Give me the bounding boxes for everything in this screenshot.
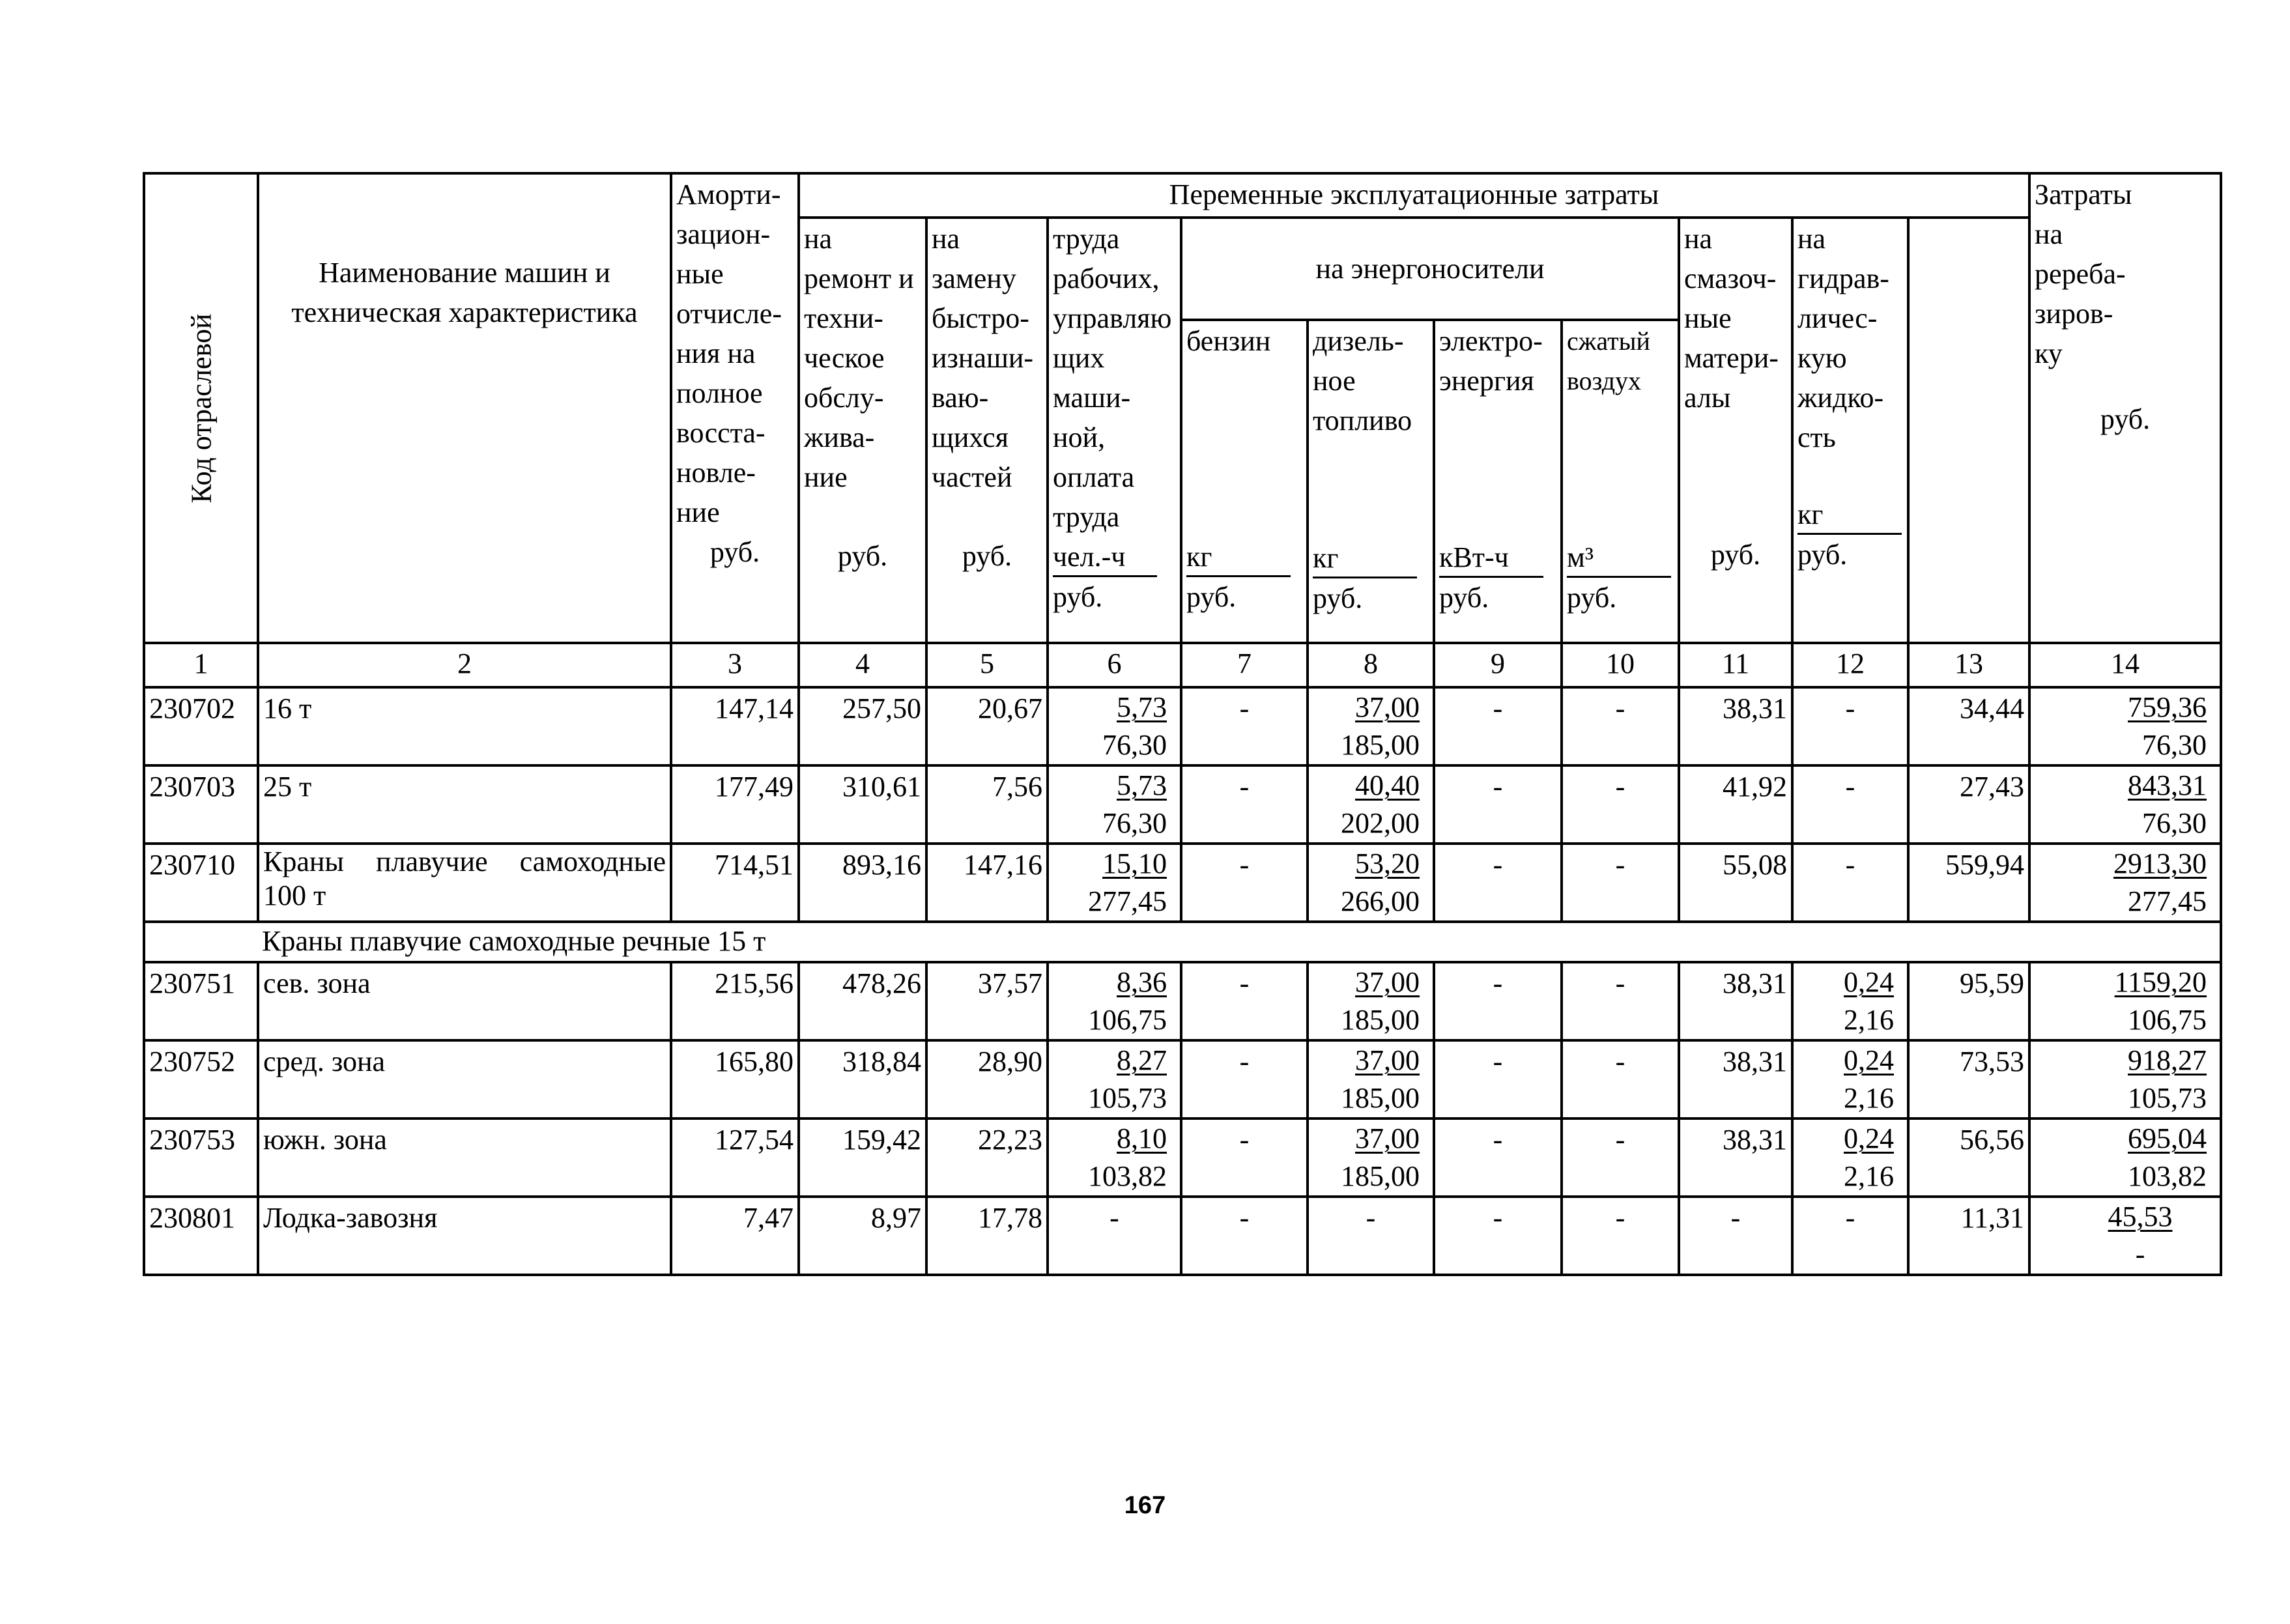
table-row: 230801 Лодка-завозня 7,47 8,97 17,78 - - - - - - - 11,31 45,53 -	[144, 1197, 2221, 1275]
table-row: 230710 Краны плавучие самоходные 100 т 714,51 893,16 147,16 15,10 277,45 - 53,20 266,00 - - 55,08 - 559,94 2913,30 277,45	[144, 844, 2221, 922]
machine-cost-table	[143, 172, 2222, 1276]
header-electric: электро- энергия кВт-ч руб.	[1434, 320, 1562, 643]
header-diesel: дизель- ное топливо кг руб.	[1308, 320, 1434, 643]
table-row: 230702 16 т 147,14 257,50 20,67 5,73 76,30 - 37,00 185,00 - - 38,31 - 34,44 759,36 76,30	[144, 687, 2221, 765]
header-amortization: Аморти- зацион- ные отчисле- ния на полное восста- новле- ние руб.	[671, 173, 799, 643]
header-variable-costs: Переменные эксплуатационные затраты	[799, 173, 2029, 218]
header-parts: на замену быстро- изнаши- ваю- щихся частей руб.	[926, 218, 1048, 643]
header-repair: на ремонт и техни- ческое обслу- жива- ние руб.	[799, 218, 926, 643]
header-petrol: бензин кг руб.	[1181, 320, 1308, 643]
column-numbers-row: 1 2 3 4 5 6 7 8 9 10 11 12 13 14	[144, 643, 2221, 687]
table-row: 230751 сев. зона 215,56 478,26 37,57 8,36 106,75 - 37,00 185,00 - - 38,31 0,24 2,16 95,59 1159,20 106,75	[144, 962, 2221, 1040]
table-row: 230752 сред. зона 165,80 318,84 28,90 8,27 105,73 - 37,00 185,00 - - 38,31 0,24 2,16 73,53 918,27 105,73	[144, 1040, 2221, 1118]
header-code: Код отраслевой	[144, 173, 258, 643]
header-labor: труда рабочих, управляю щих маши- ной, оплата трудачел.-ч руб.	[1048, 218, 1181, 643]
header-name: Наименование машин и техническая характеристика	[258, 173, 671, 643]
table-row: 230753 южн. зона 127,54 159,42 22,23 8,10 103,82 - 37,00 185,00 - - 38,31 0,24 2,16 56,56 695,04 103,82	[144, 1118, 2221, 1197]
group-title: Краны плавучие самоходные речные 15 т	[258, 922, 2221, 962]
header-transfer: Затраты на pереба- зиров- ку руб.	[2029, 173, 2221, 643]
header-hydraulic: на гидрав- личес- кую жидко- сть кг руб.	[1792, 218, 1908, 643]
header-lubricants: на смазоч- ные матери- алы руб.	[1679, 218, 1792, 643]
header-compressed-air: сжатый воздух м³ руб.	[1562, 320, 1679, 643]
table-row: 230703 25 т 177,49 310,61 7,56 5,73 76,30 - 40,40 202,00 - - 41,92 - 27,43 843,31 76,30	[144, 765, 2221, 844]
group-row	[144, 922, 2221, 962]
page-number: 167	[1124, 1492, 1166, 1519]
header-energy: на энергоносители	[1181, 218, 1679, 320]
